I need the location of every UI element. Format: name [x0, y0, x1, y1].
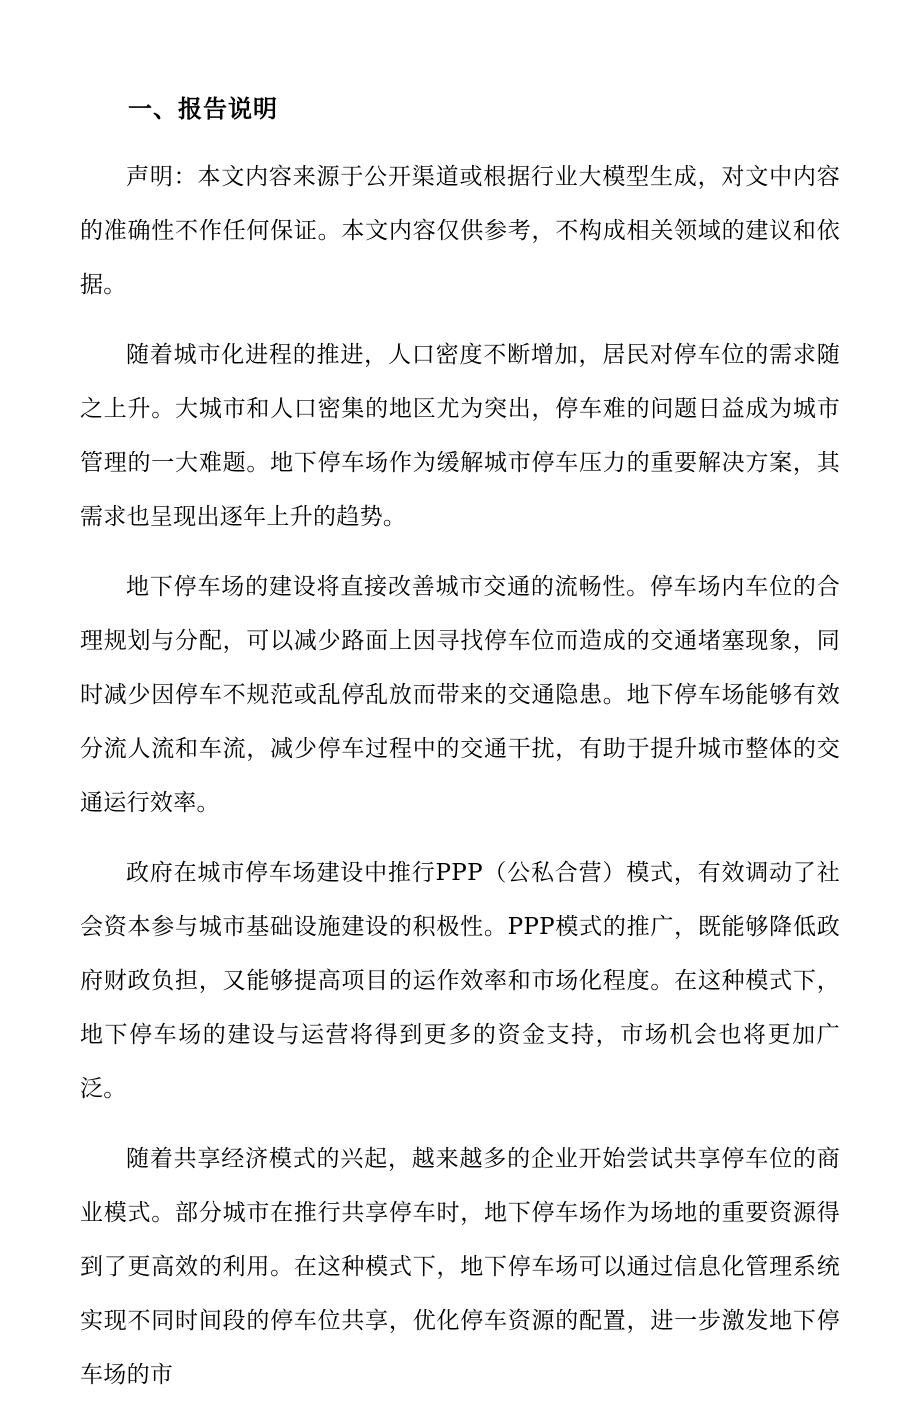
paragraph-disclaimer: 声明：本文内容来源于公开渠道或根据行业大模型生成，对文中内容的准确性不作任何保证。本文内容仅供参考，不构成相关领域的建议和依据。	[80, 164, 840, 298]
section-heading: 一、报告说明	[128, 94, 278, 123]
paragraph-traffic-improvement: 地下停车场的建设将直接改善城市交通的流畅性。停车场内车位的合理规划与分配，可以减少路面上因寻找停车位而造成的交通堵塞现象，同时减少因停车不规范或乱停乱放而带来的交通隐患。地下停车场能够有效分流人流和车流，减少停车过程中的交通干扰，有助于提升城市整体的交通运行效率。	[80, 574, 840, 816]
paragraph-parking-demand: 随着城市化进程的推进，人口密度不断增加，居民对停车位的需求随之上升。大城市和人口密集的地区尤为突出，停车难的问题日益成为城市管理的一大难题。地下停车场作为缓解城市停车压力的重要解决方案，其需求也呈现出逐年上升的趋势。	[80, 342, 840, 530]
paragraph-ppp-model: 政府在城市停车场建设中推行PPP（公私合营）模式，有效调动了社会资本参与城市基础设施建设的积极性。PPP模式的推广，既能够降低政府财政负担，又能够提高项目的运作效率和市场化程度。在这种模式下，地下停车场的建设与运营将得到更多的资金支持，市场机会也将更加广泛。	[80, 860, 840, 1102]
paragraph-shared-parking: 随着共享经济模式的兴起，越来越多的企业开始尝试共享停车位的商业模式。部分城市在推行共享停车时，地下停车场作为场地的重要资源得到了更高效的利用。在这种模式下，地下停车场可以通过信息化管理系统实现不同时间段的停车位共享，优化停车资源的配置，进一步激发地下停车场的市	[80, 1146, 840, 1388]
